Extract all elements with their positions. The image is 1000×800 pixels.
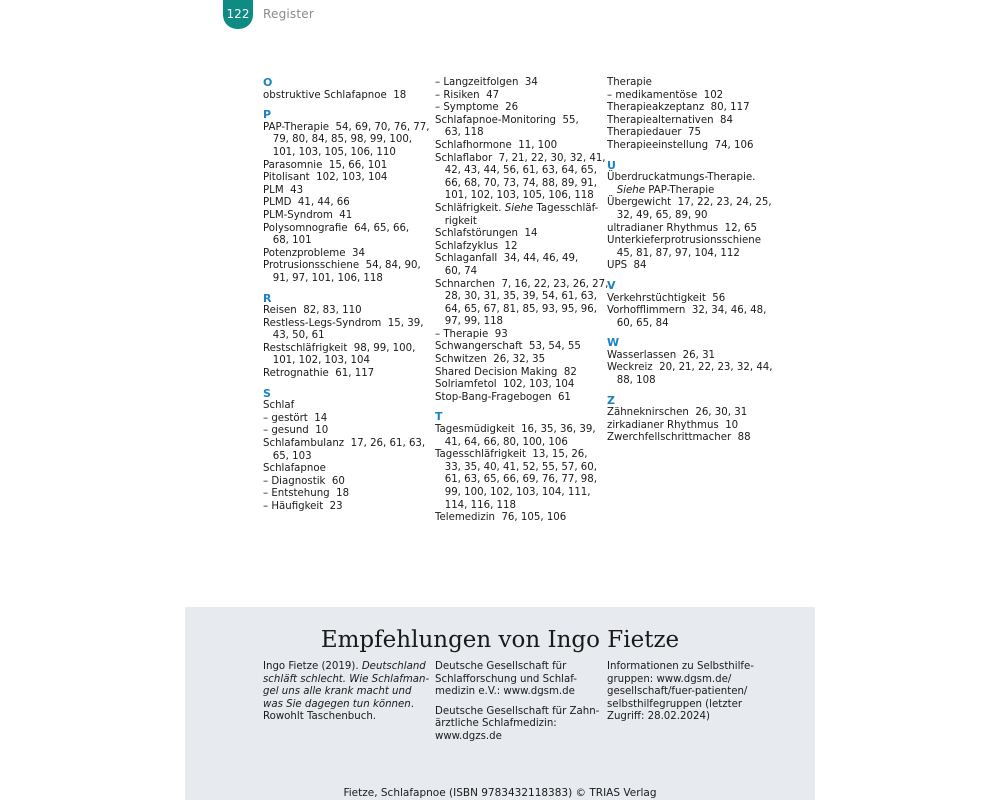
index-entry: Protrusionsschiene 54, 84, 90, [263, 260, 421, 272]
index-letter-heading: W [607, 336, 620, 350]
index-entry: 64, 65, 67, 81, 85, 93, 95, 96, [435, 303, 597, 315]
index-entry: Zähneknirschen 26, 30, 31 [607, 407, 748, 419]
index-entry: 45, 81, 87, 97, 104, 112 [607, 247, 740, 259]
index-entry-text: Schläfrigkeit. [435, 202, 505, 214]
index-entry: – gesund 10 [263, 425, 329, 437]
index-entry: PAP-Therapie 54, 69, 70, 76, 77, [263, 121, 430, 133]
index-entry: 41, 64, 66, 80, 100, 106 [435, 436, 568, 448]
index-entry: 88, 108 [607, 375, 656, 387]
index-letter-heading: Z [607, 393, 615, 407]
index-entry: 42, 43, 44, 56, 61, 63, 64, 65, [435, 165, 597, 177]
running-head: Register [263, 7, 315, 21]
index-entry: Tagesschläfrigkeit 13, 15, 26, [435, 449, 588, 461]
index-column-2 [435, 77, 609, 525]
index-entry: – Symptome 26 [435, 102, 519, 114]
book-author: Ingo Fietze (2019). [263, 661, 362, 672]
index-entry: – Risiken 47 [435, 89, 500, 101]
index-entry: Pitolisant 102, 103, 104 [263, 172, 388, 184]
index-entry: Solriamfetol 102, 103, 104 [435, 379, 575, 391]
society-dgsm: Deutsche Gesellschaft für Schlafforschung und Schlaf- medizin e.V.: www.dgsm.de [435, 661, 577, 698]
index-entry: Schlafstörungen 14 [435, 228, 538, 240]
book-title-period: . [410, 698, 414, 710]
book-title-line-3: gel uns alle krank macht und [263, 686, 412, 698]
index-entry: rigkeit [435, 215, 477, 227]
index-entry: UPS 84 [607, 260, 647, 272]
index-entry: Schlaganfall 34, 44, 46, 49, [435, 253, 579, 265]
index-entry: Reisen 82, 83, 110 [263, 305, 362, 317]
index-entry: Schwangerschaft 53, 54, 55 [435, 341, 581, 353]
book-publisher: Rowohlt Taschenbuch. [263, 711, 377, 723]
index-entry: PLM 43 [263, 184, 304, 196]
selfhelp-recommendation [607, 661, 767, 731]
index-entry: zirkadianer Rhythmus 10 [607, 419, 739, 431]
index-entry: 114, 116, 118 [435, 499, 517, 511]
recommendations-box [185, 607, 815, 800]
index-entry: Weckreiz 20, 21, 22, 23, 32, 44, [607, 362, 773, 374]
index-entry: 79, 80, 84, 85, 98, 99, 100, [263, 134, 413, 146]
index-entry: 101, 102, 103, 105, 106, 118 [435, 190, 594, 202]
index-entry: Therapiedauer 75 [607, 127, 702, 139]
index-entry: Zwerchfellschrittmacher 88 [607, 432, 751, 444]
index-entry: Unterkieferprotrusionsschiene [607, 235, 762, 247]
index-letter-heading: U [607, 158, 616, 172]
index-entry: 97, 99, 118 [435, 316, 504, 328]
index-entry: Schlafambulanz 17, 26, 61, 63, [263, 438, 426, 450]
book-title-line-4: was Sie dagegen tun können [263, 698, 411, 710]
index-entry [607, 185, 772, 198]
index-entry: Restschläfrigkeit 98, 99, 100, [263, 342, 416, 354]
index-entry: Polysomnografie 64, 65, 66, [263, 222, 410, 234]
index-entry: Verkehrstüchtigkeit 56 [607, 292, 726, 304]
index-entry [435, 203, 600, 216]
index-entry: Schlafhormone 11, 100 [435, 139, 558, 151]
index-entry: Schlaflabor 7, 21, 22, 30, 32, 41, [435, 152, 606, 164]
recommendations-title: Empfehlungen von Ingo Fietze [320, 627, 680, 653]
index-entry: 28, 30, 31, 35, 39, 54, 61, 63, [435, 291, 597, 303]
index-entry: Schlaf [263, 400, 295, 412]
index-entry: 33, 35, 40, 41, 52, 55, 57, 60, [435, 461, 597, 473]
index-entry: – Entstehung 18 [263, 488, 350, 500]
index-see-reference: Siehe [616, 184, 646, 196]
index-entry: – gestört 14 [263, 412, 328, 424]
index-entry: 101, 103, 105, 106, 110 [263, 146, 396, 158]
index-entry: Therapieeinstellung 74, 106 [607, 139, 754, 151]
page-number: 122 [226, 7, 250, 21]
book-reference [263, 661, 430, 724]
index-entry: Schwitzen 26, 32, 35 [435, 354, 546, 366]
index-entry: Überdruckatmungs-Therapie. [607, 172, 756, 184]
index-entry: Parasomnie 15, 66, 101 [263, 159, 388, 171]
index-entry: Schlafzyklus 12 [435, 240, 518, 252]
index-entry: 68, 101 [263, 235, 312, 247]
index-entry: Tagesmüdigkeit 16, 35, 36, 39, [435, 424, 596, 436]
index-entry: Wasserlassen 26, 31 [607, 349, 716, 361]
index-entry: 66, 68, 70, 73, 74, 88, 89, 91, [435, 177, 597, 189]
index-column-1 [263, 77, 428, 514]
index-entry: 60, 74 [435, 265, 478, 277]
selfhelp-info: Informationen zu Selbsthilfe- gruppen: www.dgsm.de/ gesellschaft/fuer-patienten/ selbsthilfegruppen (letzter Zugriff: 28.02.2024) [607, 661, 754, 723]
index-entry-text [607, 185, 617, 196]
index-entry: Therapieakzeptanz 80, 117 [607, 102, 750, 114]
index-entry: obstruktive Schlafapnoe 18 [263, 89, 407, 101]
footer-copyright: Fietze, Schlafapnoe (ISBN 9783432118383) © TRIAS Verlag [343, 787, 657, 799]
index-letter-heading: V [607, 278, 616, 292]
index-letter-heading: P [263, 108, 272, 122]
index-entry: Schlafapnoe [263, 463, 326, 475]
index-letter-heading: R [263, 291, 272, 305]
page-number-badge [223, 0, 253, 29]
index-entry: Schnarchen 7, 16, 22, 23, 26, 27, [435, 278, 609, 290]
index-entry: – medikamentöse 102 [607, 89, 724, 101]
index-entry: – Therapie 93 [435, 328, 508, 340]
index-entry: 61, 63, 65, 66, 69, 76, 77, 98, [435, 474, 597, 486]
society-dgzs: Deutsche Gesellschaft für Zahn- ärztliche Schlafmedizin: www.dgzs.de [435, 705, 600, 742]
index-entry: Schlafapnoe-Monitoring 55, [435, 114, 579, 126]
index-entry: PLM-Syndrom 41 [263, 209, 353, 221]
index-entry: – Häufigkeit 23 [263, 501, 343, 512]
index-entry: 99, 100, 102, 103, 104, 111, [435, 487, 591, 498]
index-entry: Übergewicht 17, 22, 23, 24, 25, [607, 197, 772, 209]
index-entry: PLMD 41, 44, 66 [263, 197, 350, 209]
index-entry: Therapiealternativen 84 [607, 114, 734, 126]
index-entry: Potenzprobleme 34 [263, 247, 365, 259]
index-entry: 32, 49, 65, 89, 90 [607, 209, 708, 221]
book-recommendation [263, 661, 430, 731]
index-see-reference: Siehe [504, 202, 534, 214]
index-entry: Therapie [607, 77, 652, 88]
index-entry: Stop-Bang-Fragebogen 61 [435, 391, 571, 403]
index-entry: ultradianer Rhythmus 12, 65 [607, 222, 757, 234]
index-letter-heading: T [435, 410, 443, 424]
index-letter-heading: O [263, 76, 273, 89]
index-entry: 91, 97, 101, 106, 118 [263, 272, 383, 284]
index-entry: Restless-Legs-Syndrom 15, 39, [263, 317, 424, 329]
index-entry: Vorhofflimmern 32, 34, 46, 48, [607, 305, 767, 317]
index-entry-text: Tagesschläf- [533, 202, 599, 214]
index-entry: 43, 50, 61 [263, 330, 325, 342]
book-title-line-2: schläft schlecht. Wie Schlafman- [263, 673, 430, 685]
index-entry: 63, 118 [435, 127, 484, 139]
index-letter-heading: S [263, 386, 271, 400]
index-entry: Telemedizin 76, 105, 106 [435, 512, 567, 524]
index-column-3 [607, 77, 772, 445]
index-entry: Shared Decision Making 82 [435, 366, 577, 378]
index-entry-text: PAP-Therapie [645, 184, 715, 196]
index-entry: – Langzeitfolgen 34 [435, 77, 538, 88]
index-entry: – Diagnostik 60 [263, 475, 345, 487]
index-entry: 65, 103 [263, 450, 312, 462]
book-title-line-1: Deutschland [361, 661, 426, 672]
index-entry: 60, 65, 84 [607, 317, 669, 329]
society-recommendations [435, 661, 600, 751]
index-entry: 101, 102, 103, 104 [263, 355, 370, 367]
index-entry: Retrognathie 61, 117 [263, 368, 375, 380]
